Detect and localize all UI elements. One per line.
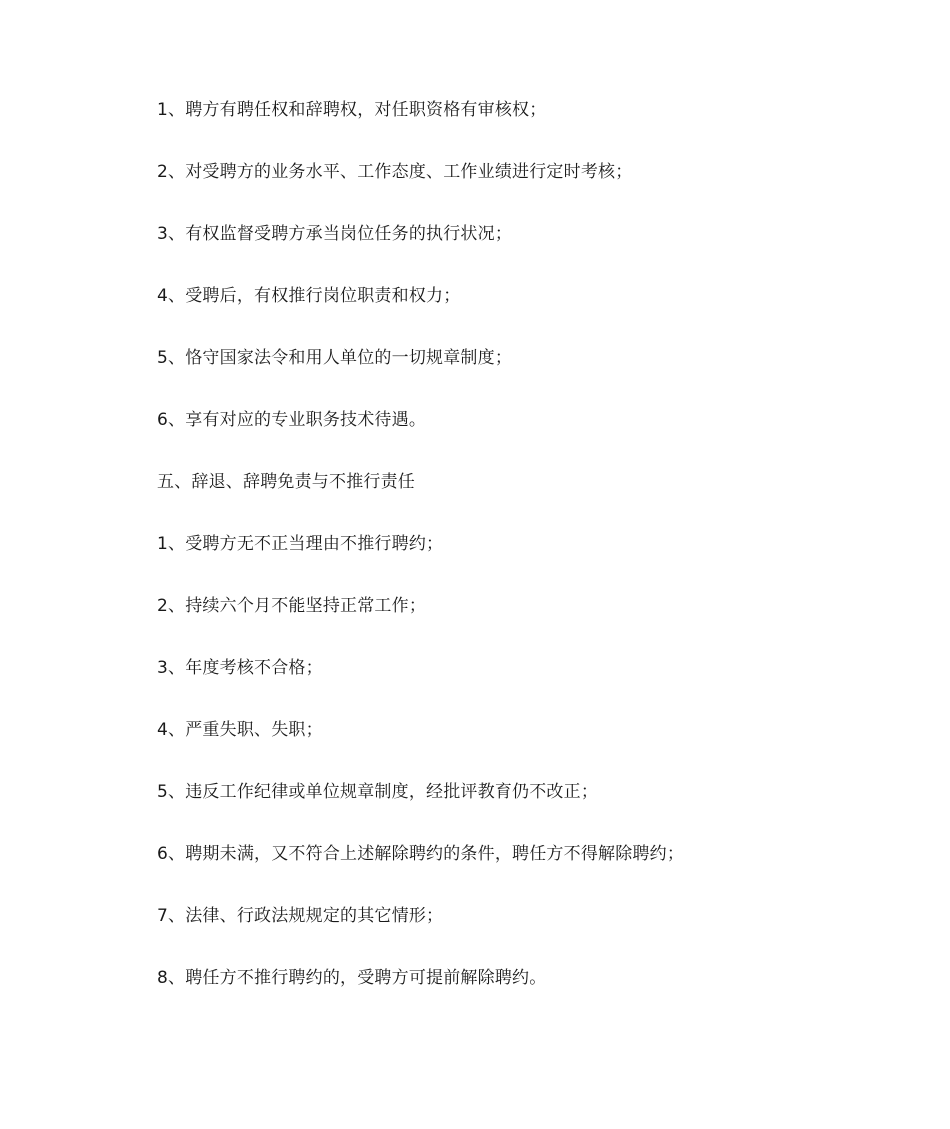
list-item: 4、严重失职、失职；	[157, 720, 323, 740]
document-body	[157, 96, 857, 1026]
list-item: 3、有权监督受聘方承当岗位任务的执行状况；	[157, 224, 513, 244]
list-item: 2、持续六个月不能坚持正常工作；	[157, 596, 427, 616]
section-heading: 五、辞退、辞聘免责与不推行责任	[157, 472, 415, 492]
list-item: 1、聘方有聘任权和辞聘权，对任职资格有审核权；	[157, 100, 547, 120]
list-item: 8、聘任方不推行聘约的，受聘方可提前解除聘约。	[157, 968, 547, 988]
list-item: 1、受聘方无不正当理由不推行聘约；	[157, 534, 444, 554]
list-item: 2、对受聘方的业务水平、工作态度、工作业绩进行定时考核；	[157, 162, 633, 182]
list-item: 7、法律、行政法规规定的其它情形；	[157, 906, 444, 926]
list-item: 4、受聘后，有权推行岗位职责和权力；	[157, 286, 461, 306]
list-item: 6、享有对应的专业职务技术待遇。	[157, 410, 427, 430]
list-item: 5、恪守国家法令和用人单位的一切规章制度；	[157, 348, 513, 368]
list-item: 3、年度考核不合格；	[157, 658, 323, 678]
list-item: 5、违反工作纪律或单位规章制度，经批评教育仍不改正；	[157, 782, 599, 802]
list-item: 6、聘期未满，又不符合上述解除聘约的条件，聘任方不得解除聘约；	[157, 844, 685, 864]
